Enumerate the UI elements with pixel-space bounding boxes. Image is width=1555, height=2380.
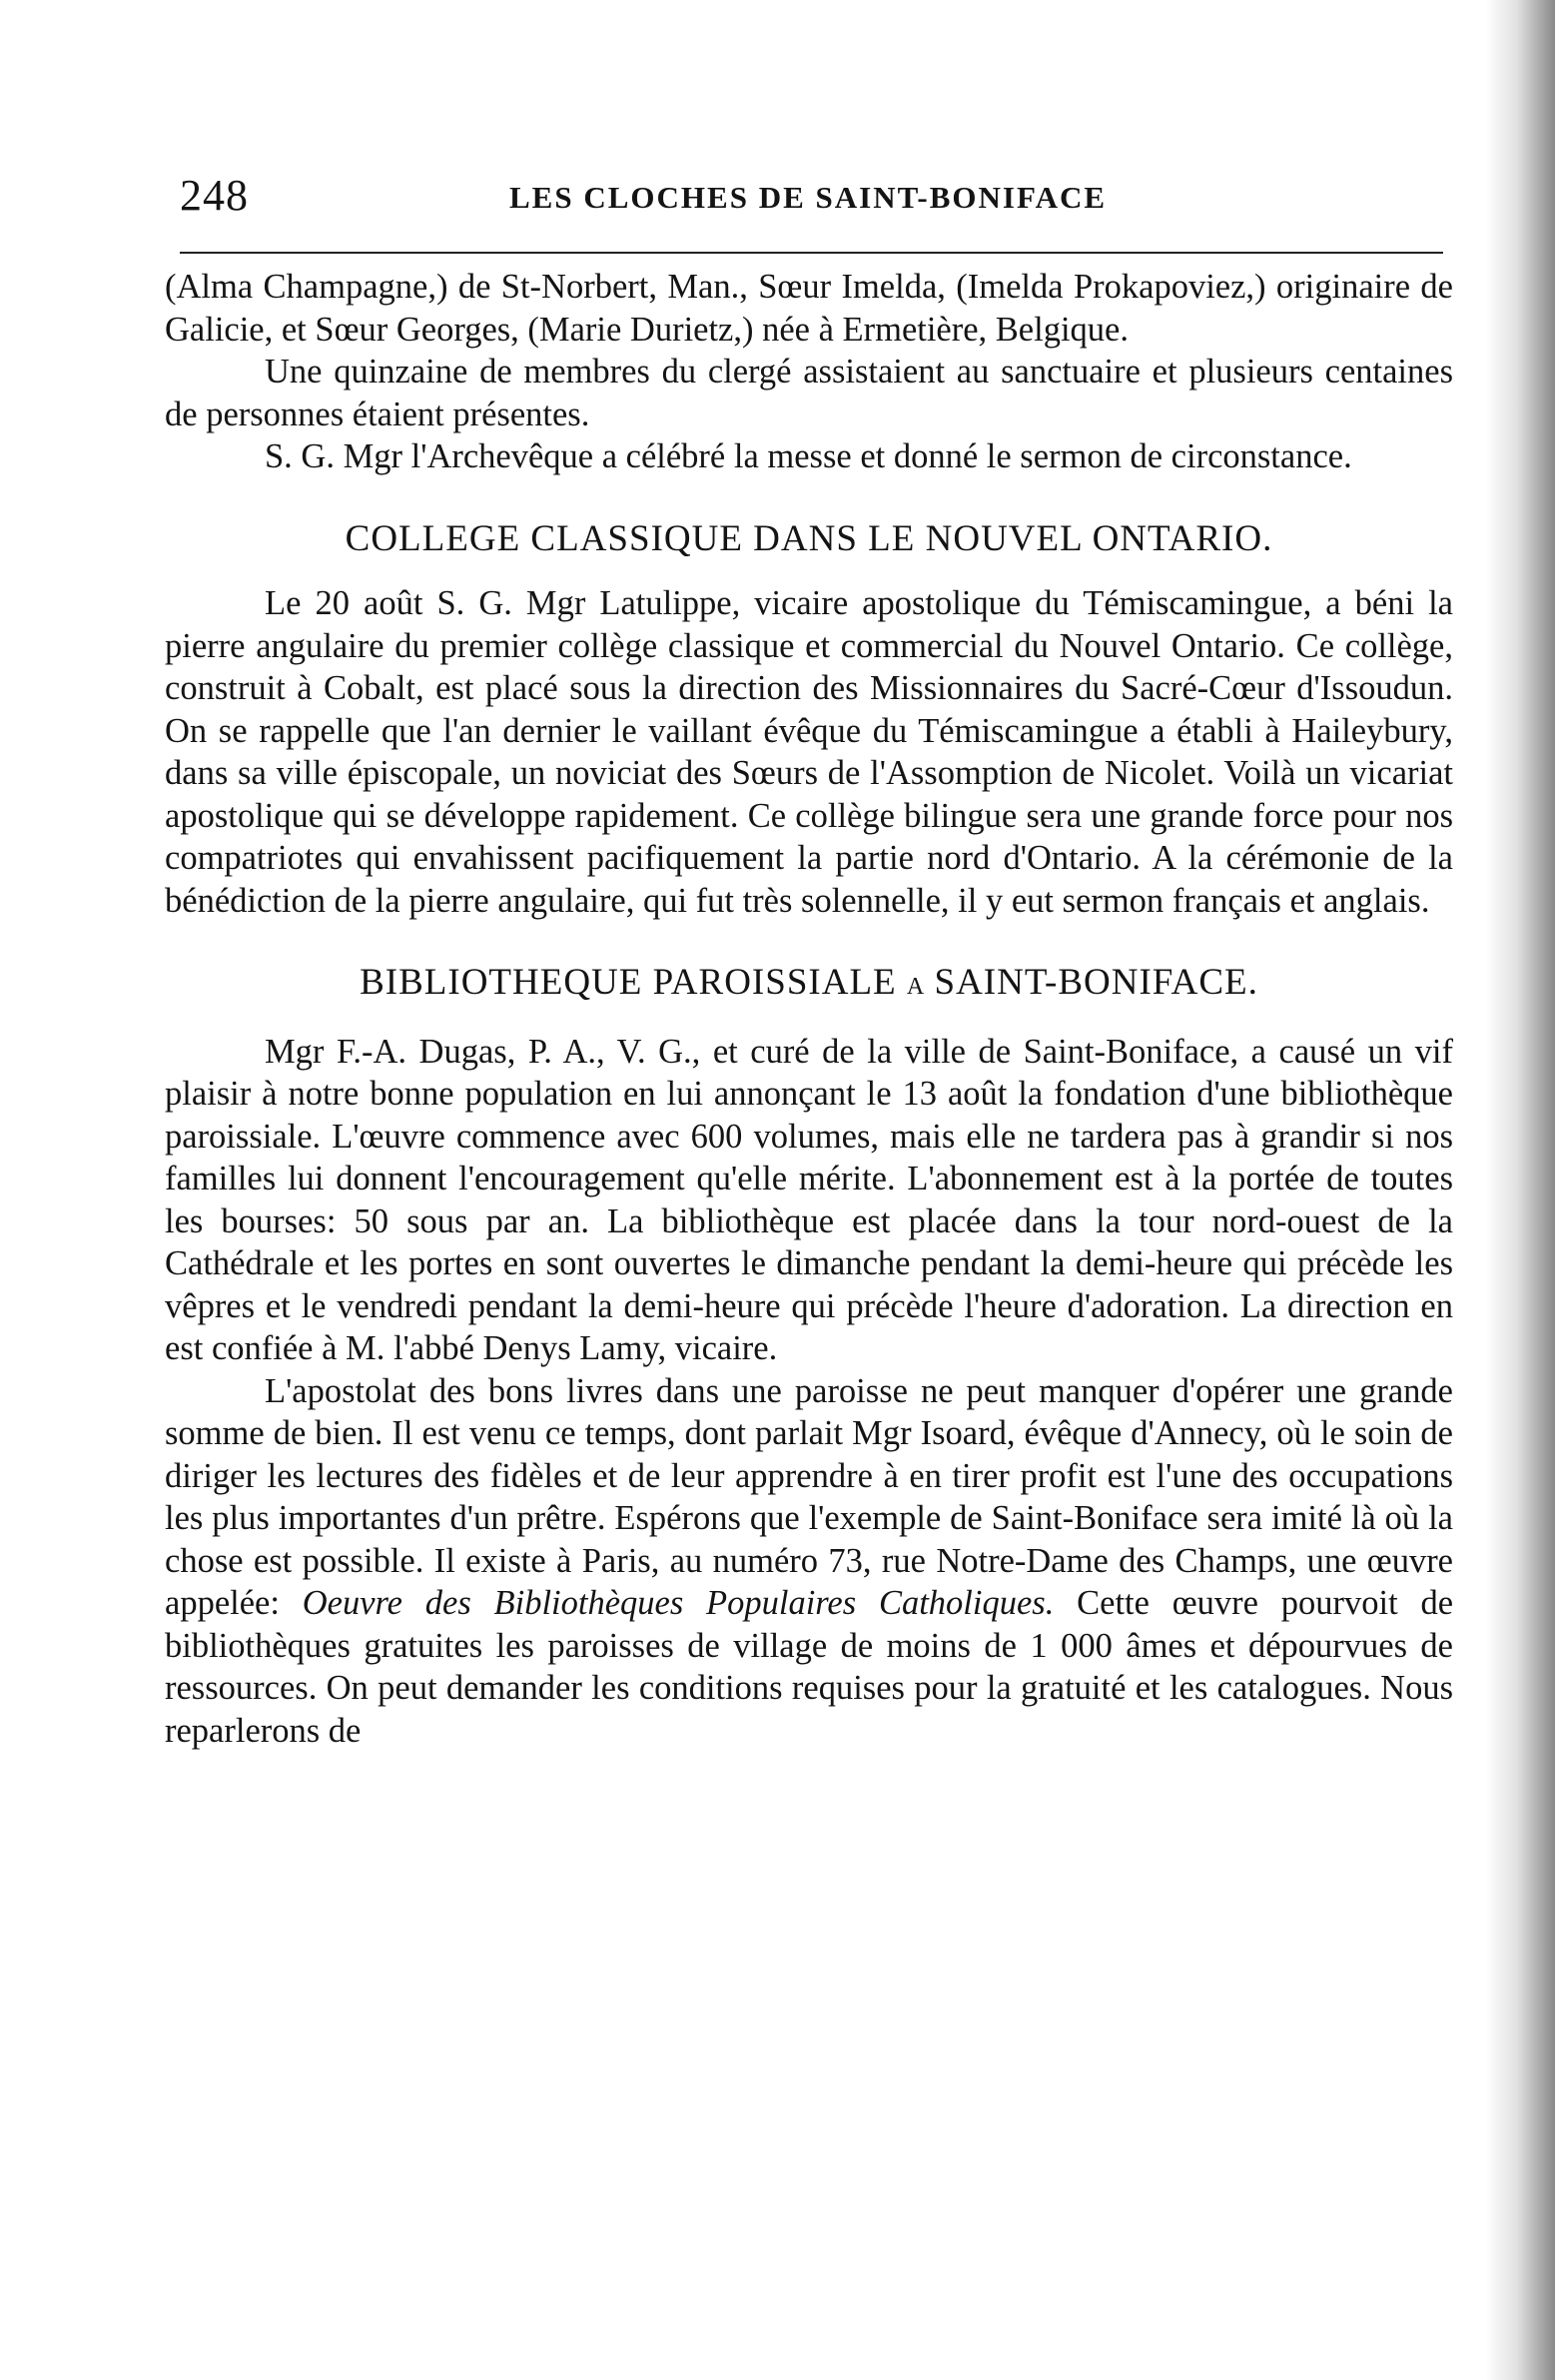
bibliotheque-paragraph-1: Mgr F.-A. Dugas, P. A., V. G., et curé de la ville de Saint-Boniface, a causé un vif plaisir à notre bonne population en lui annonçant le 13 août la fondation d'une bibliothèque paroissiale. L'œuvre commence avec 600 volumes, mais elle ne tardera pas à grandir si nos familles lui donnent l'encouragement qu'elle mérite. L'abonnement est à la portée de toutes les bourses: 50 sous par an. La bibliothèque est placée dans la tour nord-ouest de la Cathédrale et les portes en sont ouvertes le dimanche pendant la demi-heure qui précède les vêpres et le vendredi pendant la demi-heure qui précède l'heure d'adoration. La direction en est confiée à M. l'abbé Denys Lamy, vicaire.: [165, 1032, 1453, 1367]
intro-paragraph-1: (Alma Champagne,) de St-Norbert, Man., Sœur Imelda, (Imelda Prokapoviez,) originaire de Galicie, et Sœur Georges, (Marie Durietz,) née à Ermetière, Belgique.: [165, 268, 1453, 349]
header-rule: [180, 252, 1443, 254]
heading-part-2: A: [906, 974, 925, 1000]
heading-part-1: BIBLIOTHEQUE PAROISSIALE: [360, 962, 897, 1003]
page-number: 248: [180, 171, 249, 220]
heading-part-3: SAINT-BONIFACE.: [934, 962, 1258, 1003]
bibliotheque-paragraph-2: [165, 1370, 1453, 1753]
running-title: LES CLOCHES DE SAINT-BONIFACE: [509, 180, 1108, 215]
college-paragraph-1: Le 20 août S. G. Mgr Latulippe, vicaire apostolique du Témiscamingue, a béni la pierre angulaire du premier collège classique et commercial du Nouvel Ontario. Ce collège, construit à Cobalt, est placé sous la direction des Missionnaires du Sacré-Cœur d'Issoudun. On se rappelle que l'an dernier le vaillant évêque du Témiscamingue a établi à Haileybury, dans sa ville épiscopale, un noviciat des Sœurs de l'Assomption de Nicolet. Voilà un vicariat apostolique qui se développe rapidement. Ce collège bilingue sera une grande force pour nos compatriotes qui envahissent pacifiquement la partie nord d'Ontario. A la cérémonie de la bénédiction de la pierre angulaire, qui fut très solennelle, il y eut sermon français et anglais.: [165, 584, 1453, 920]
oeuvre-title-italic: Oeuvre des Bibliothèques Populaires Catholiques.: [302, 1584, 1055, 1622]
page-header: [180, 170, 1443, 230]
section-heading-bibliotheque: [165, 962, 1453, 1009]
page-body: [165, 266, 1453, 1752]
page-edge-shadow: [1485, 0, 1555, 2380]
section-heading-college: COLLEGE CLASSIQUE DANS LE NOUVEL ONTARIO.: [345, 517, 1273, 559]
intro-paragraph-3: S. G. Mgr l'Archevêque a célébré la messe et donné le sermon de circonstance.: [265, 437, 1352, 475]
paragraph-2-text-b: Cette œuvre pourvoit de bibliothèques gratuites les paroisses de village de moins de 1 000 âmes et dépourvues de ressources. On peut demander les conditions requises pour la gratuité et les catalogues. Nous reparlerons de: [165, 1584, 1454, 1750]
paragraph-2-text-a: L'apostolat des bons livres dans une paroisse ne peut manquer d'opérer une grande somme de bien. Il est venu ce temps, dont parlait Mgr Isoard, évêque d'Annecy, où le soin de diriger les lectures des fidèles et de leur apprendre à en tirer profit est l'une des occupations les plus importantes d'un prêtre. Espérons que l'exemple de Saint-Boniface sera imité là où la chose est possible. Il existe à Paris, au numéro 73, rue Notre-Dame des Champs, une œuvre appelée:: [165, 1371, 1453, 1622]
intro-paragraph-2: Une quinzaine de membres du clergé assistaient au sanctuaire et plusieurs centaines de personnes étaient présentes.: [165, 353, 1453, 433]
